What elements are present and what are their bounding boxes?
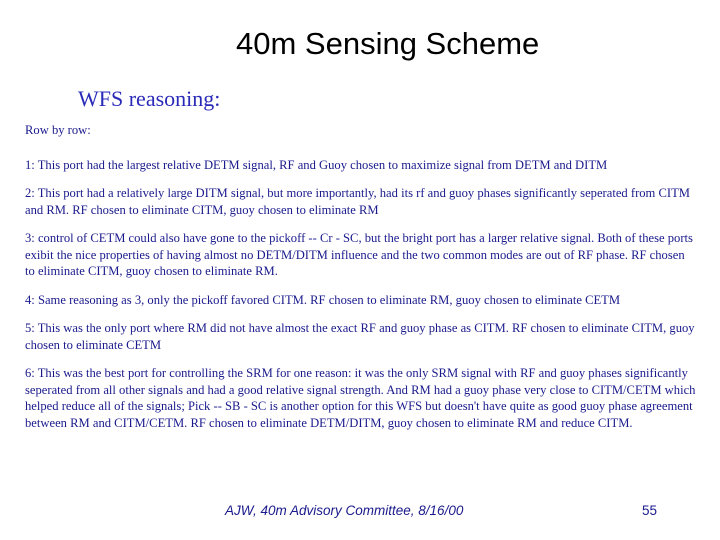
slide-subtitle: WFS reasoning: [78, 86, 221, 111]
slide-title: 40m Sensing Scheme [236, 26, 540, 61]
footer-text: AJW, 40m Advisory Committee, 8/16/00 [225, 503, 464, 518]
row-5-text: 5: This was the only port where RM did not have almost the exact RF and guoy phase as CITM. RF chosen to eliminate CITM, guoy chosen to eliminate CETM [25, 321, 695, 352]
intro-text: Row by row: [25, 123, 91, 137]
row-3-text: 3: control of CETM could also have gone to the pickoff -- Cr - SC, but the bright port has a larger relative signal. Both of these ports exibit the nice properties of having almost no DETM/DITM influence and the two common modes are out of RF phase. RF chosen to eliminate CITM, guoy chosen to eliminate RM. [25, 231, 693, 278]
row-2-text: 2: This port had a relatively large DITM signal, but more importantly, had its rf and guoy phases significantly seperated from CITM and RM. RF chosen to eliminate CITM, guoy chosen to eliminate RM [25, 186, 690, 217]
row-1-text: 1: This port had the largest relative DETM signal, RF and Guoy chosen to maximize signal from DETM and DITM [25, 157, 608, 172]
row-4-text: 4: Same reasoning as 3, only the pickoff favored CITM. RF chosen to eliminate RM, guoy chosen to eliminate CETM [25, 292, 621, 307]
row-6-text: 6: This was the best port for controlling the SRM for one reason: it was the only SRM signal with RF and guoy phases significantly seperated from all other signals and had a good relative signal strength. And RM had a guoy phase very close to CITM/CETM which helped reduce all of the signals; Pick -- SB - SC is another option for this WFS but doesn't have quite as good guoy phase agreement between RM and CITM/CETM. RF chosen to eliminate DETM/DITM, guoy chosen to eliminate RM and reduce CITM. [25, 366, 696, 430]
page-number: 55 [642, 503, 658, 518]
body-text [25, 122, 697, 443]
